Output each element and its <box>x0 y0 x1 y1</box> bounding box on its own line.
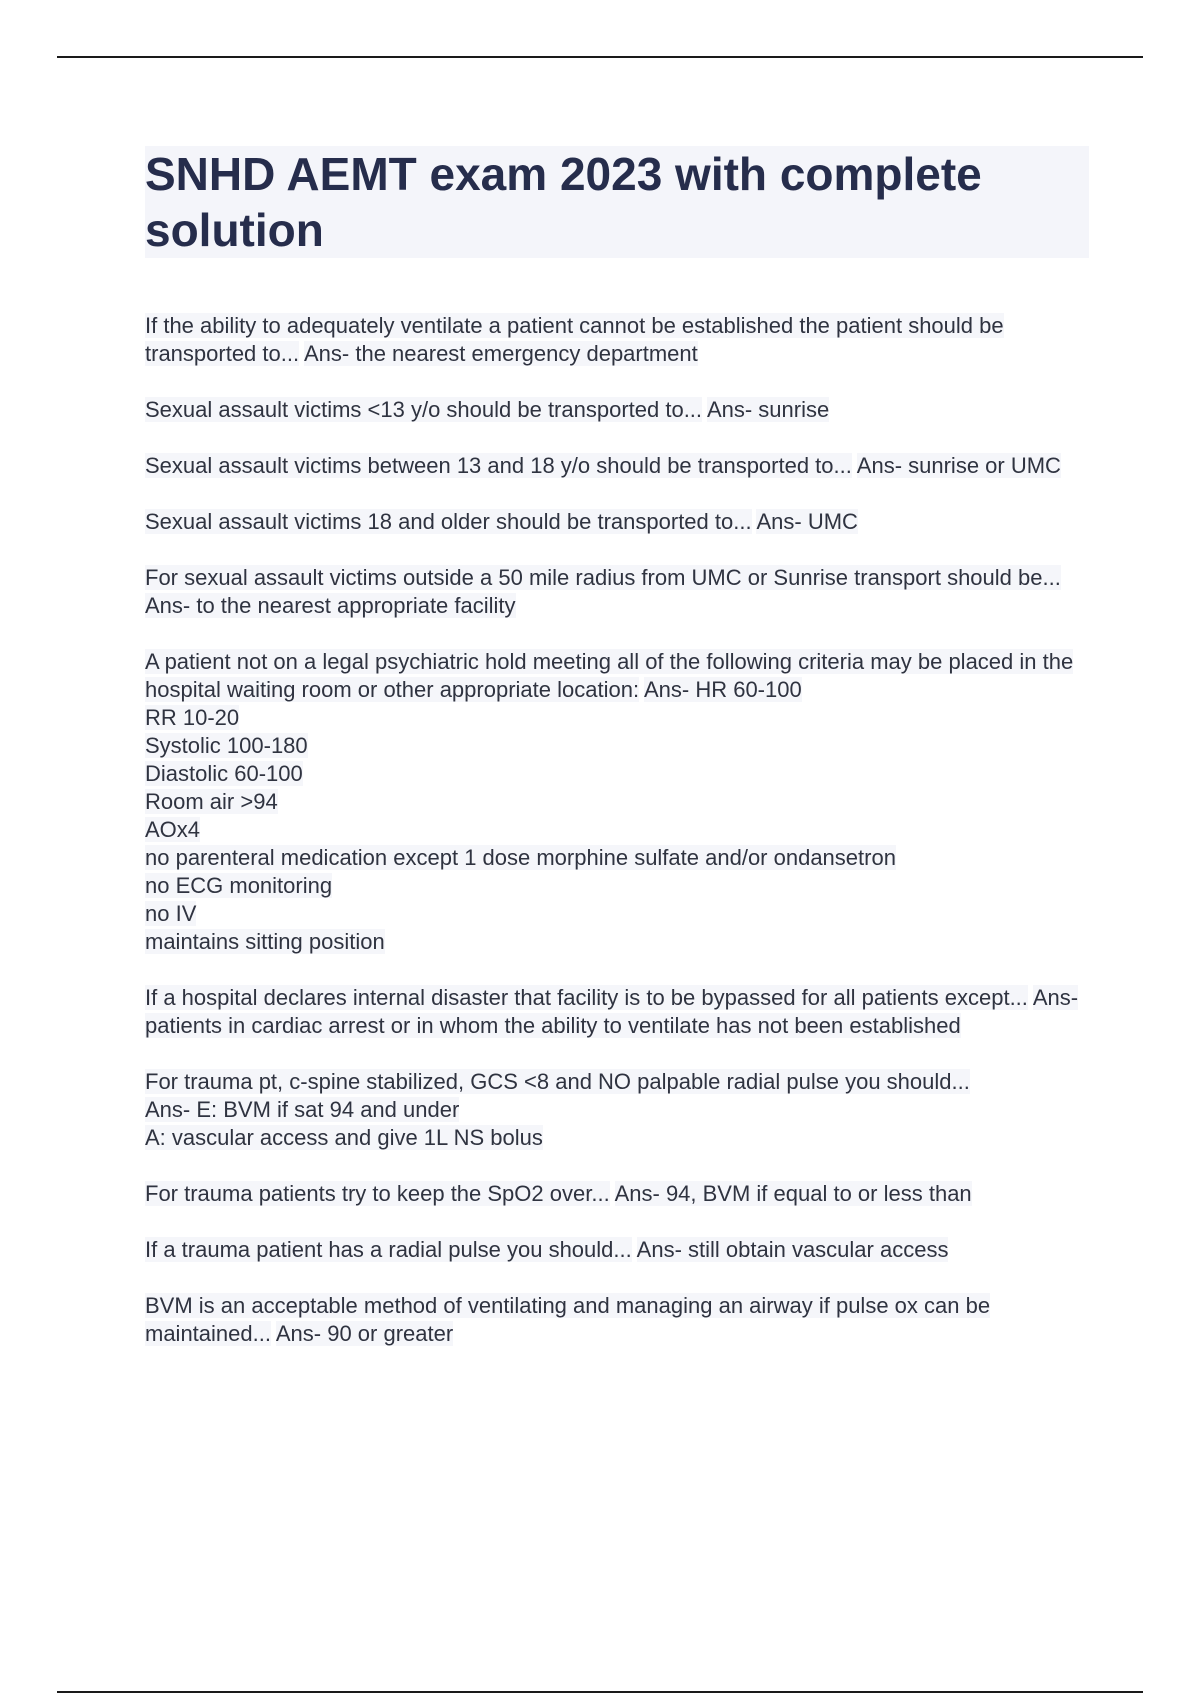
header-rule <box>57 56 1143 58</box>
qa-item <box>145 312 1089 368</box>
answer-text: Ans- 94, BVM if equal to or less than <box>614 1181 972 1206</box>
qa-item <box>145 452 1089 480</box>
answer-text: Ans- still obtain vascular access <box>636 1237 949 1262</box>
answer-text: Ans- UMC <box>756 509 858 534</box>
qa-item <box>145 648 1089 956</box>
answer-text: Ans- the nearest emergency department <box>304 341 698 366</box>
question-text: If a hospital declares internal disaster that facility is to be bypassed for all patients except... <box>145 985 1028 1010</box>
question-text: For trauma pt, c-spine stabilized, GCS <8 and NO palpable radial pulse you should... <box>145 1069 970 1094</box>
qa-item <box>145 396 1089 424</box>
qa-item <box>145 1068 1089 1152</box>
document-title: SNHD AEMT exam 2023 with complete solution <box>145 148 982 256</box>
question-text: For sexual assault victims outside a 50 mile radius from UMC or Sunrise transport should be... <box>145 565 1061 590</box>
question-text: A patient not on a legal psychiatric hold meeting all of the following criteria may be placed in the hospital waiting room or other appropriate location: <box>145 649 1074 702</box>
qa-item <box>145 508 1089 536</box>
question-text: If a trauma patient has a radial pulse you should... <box>145 1237 632 1262</box>
question-text: Sexual assault victims between 13 and 18 y/o should be transported to... <box>145 453 852 478</box>
answer-text: Ans- sunrise or UMC <box>856 453 1061 478</box>
qa-item <box>145 1236 1089 1264</box>
title-block <box>145 146 1089 258</box>
answer-text: Ans- HR 60-100 RR 10-20 Systolic 100-180 Diastolic 60-100 Room air >94 AOx4 no parenteral medication except 1 dose morphine sulfate and/or ondansetron no ECG monitoring no IV maintains sitting position <box>145 677 896 954</box>
qa-item <box>145 564 1089 620</box>
qa-item <box>145 984 1089 1040</box>
question-text: For trauma patients try to keep the SpO2 over... <box>145 1181 610 1206</box>
question-text: Sexual assault victims <13 y/o should be transported to... <box>145 397 703 422</box>
footer-rule <box>57 1691 1143 1693</box>
question-text: Sexual assault victims 18 and older should be transported to... <box>145 509 752 534</box>
qa-item <box>145 1180 1089 1208</box>
answer-text: Ans- sunrise <box>706 397 830 422</box>
qa-list <box>145 312 1089 1376</box>
answer-text: Ans- E: BVM if sat 94 and under A: vascular access and give 1L NS bolus <box>145 1097 543 1150</box>
qa-item <box>145 1292 1089 1348</box>
answer-text: Ans- 90 or greater <box>275 1321 454 1346</box>
question-text: BVM is an acceptable method of ventilating and managing an airway if pulse ox can be maintained... <box>145 1293 991 1346</box>
answer-text: Ans- to the nearest appropriate facility <box>145 593 516 618</box>
answer-text: Ans- patients in cardiac arrest or in whom the ability to ventilate has not been established <box>145 985 1079 1038</box>
question-text: If the ability to adequately ventilate a patient cannot be established the patient should be transported to... <box>145 313 1004 366</box>
